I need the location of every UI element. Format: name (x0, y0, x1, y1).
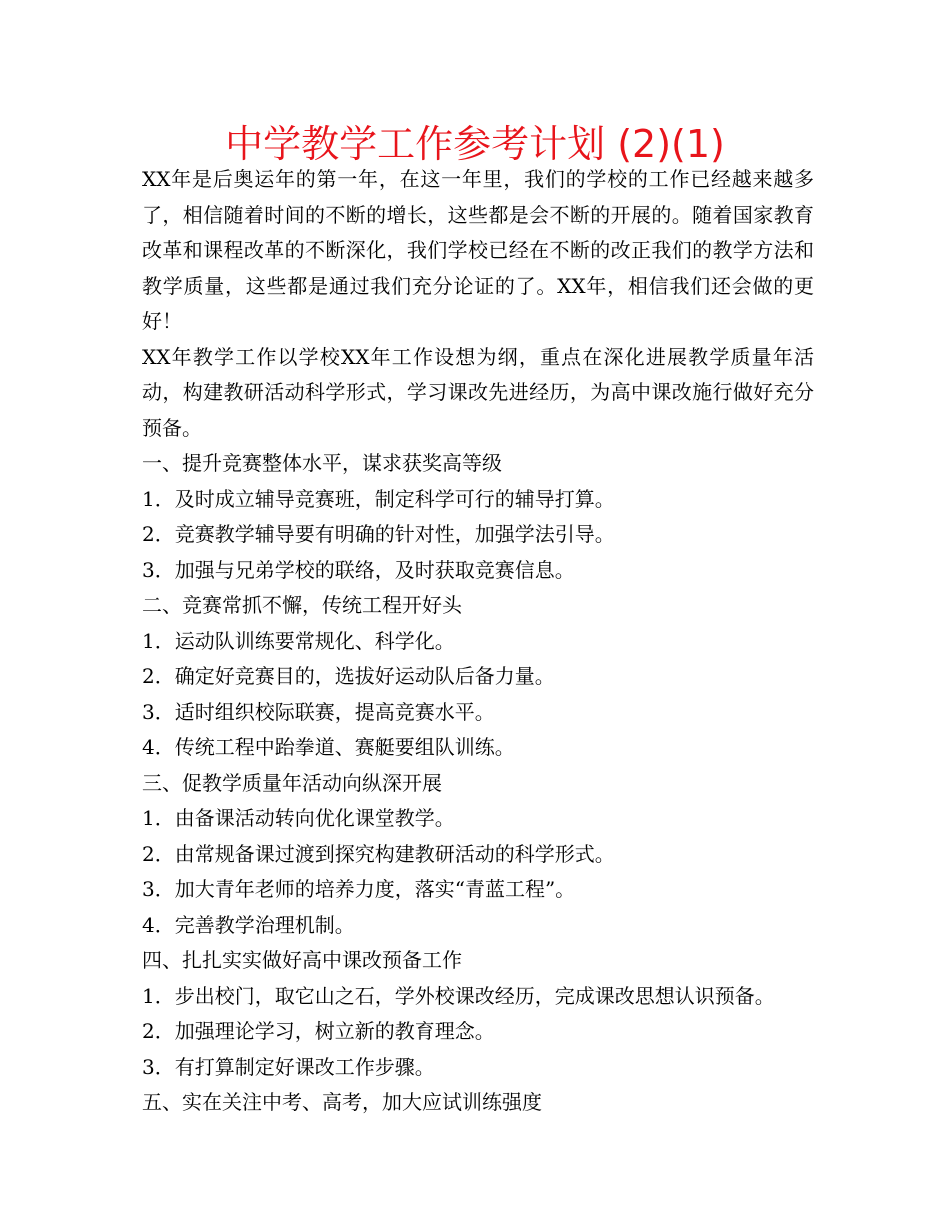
section-heading-1: 一、提升竞赛整体水平，谋求获奖高等级 (142, 451, 502, 475)
section-heading-4: 四、扎扎实实做好高中课改预备工作 (142, 948, 462, 972)
list-item: 1．由备课活动转向优化课堂教学。 (142, 806, 455, 830)
list-item: 4．传统工程中跆拳道、赛艇要组队训练。 (142, 735, 515, 759)
list-item: 2．加强理论学习，树立新的教育理念。 (142, 1019, 495, 1043)
intro-paragraph-2: XX年教学工作以学校XX年工作设想为纲，重点在深化进展教学质量年活动，构建教研活动科学形式，学习课改先进经历，为高中课改施行做好充分预备。 (142, 344, 814, 440)
list-item: 1．运动队训练要常规化、科学化。 (142, 628, 455, 653)
document-body (142, 162, 814, 1121)
list-item: 1．及时成立辅导竞赛班，制定科学可行的辅导打算。 (142, 486, 615, 511)
list-item: 4．完善教学治理机制。 (142, 912, 355, 937)
document-title: 中学教学工作参考计划 (2)(1) (225, 122, 725, 166)
list-item: 2．竞赛教学辅导要有明确的针对性，加强学法引导。 (142, 522, 615, 546)
list-item: 3．加强与兄弟学校的联络，及时获取竞赛信息。 (142, 557, 575, 582)
list-item: 2．由常规备课过渡到探究构建教研活动的科学形式。 (142, 841, 615, 866)
list-item: 3．适时组织校际联赛，提高竞赛水平。 (142, 699, 495, 724)
list-item: 2．确定好竞赛目的，选拔好运动队后备力量。 (142, 664, 555, 688)
list-item: 1．步出校门，取它山之石，学外校课改经历，完成课改思想认识预备。 (142, 983, 775, 1008)
intro-paragraph-1: XX年是后奥运年的第一年，在这一年里，我们的学校的工作已经越来越多了，相信随着时间的不断的增长，这些都是会不断的开展的。随着国家教育改革和课程改革的不断深化，我们学校已经在不断的改正我们的教学方法和教学质量，这些都是通过我们充分论证的了。XX年，相信我们还会做的更好！ (142, 167, 814, 333)
section-heading-3: 三、促教学质量年活动向纵深开展 (142, 770, 442, 795)
list-item: 3．有打算制定好课改工作步骤。 (142, 1054, 435, 1079)
section-heading-2: 二、竞赛常抓不懈，传统工程开好头 (142, 593, 462, 617)
section-heading-5: 五、实在关注中考、高考，加大应试训练强度 (142, 1090, 542, 1114)
list-item: 3．加大青年老师的培养力度，落实“青蓝工程”。 (142, 877, 576, 901)
